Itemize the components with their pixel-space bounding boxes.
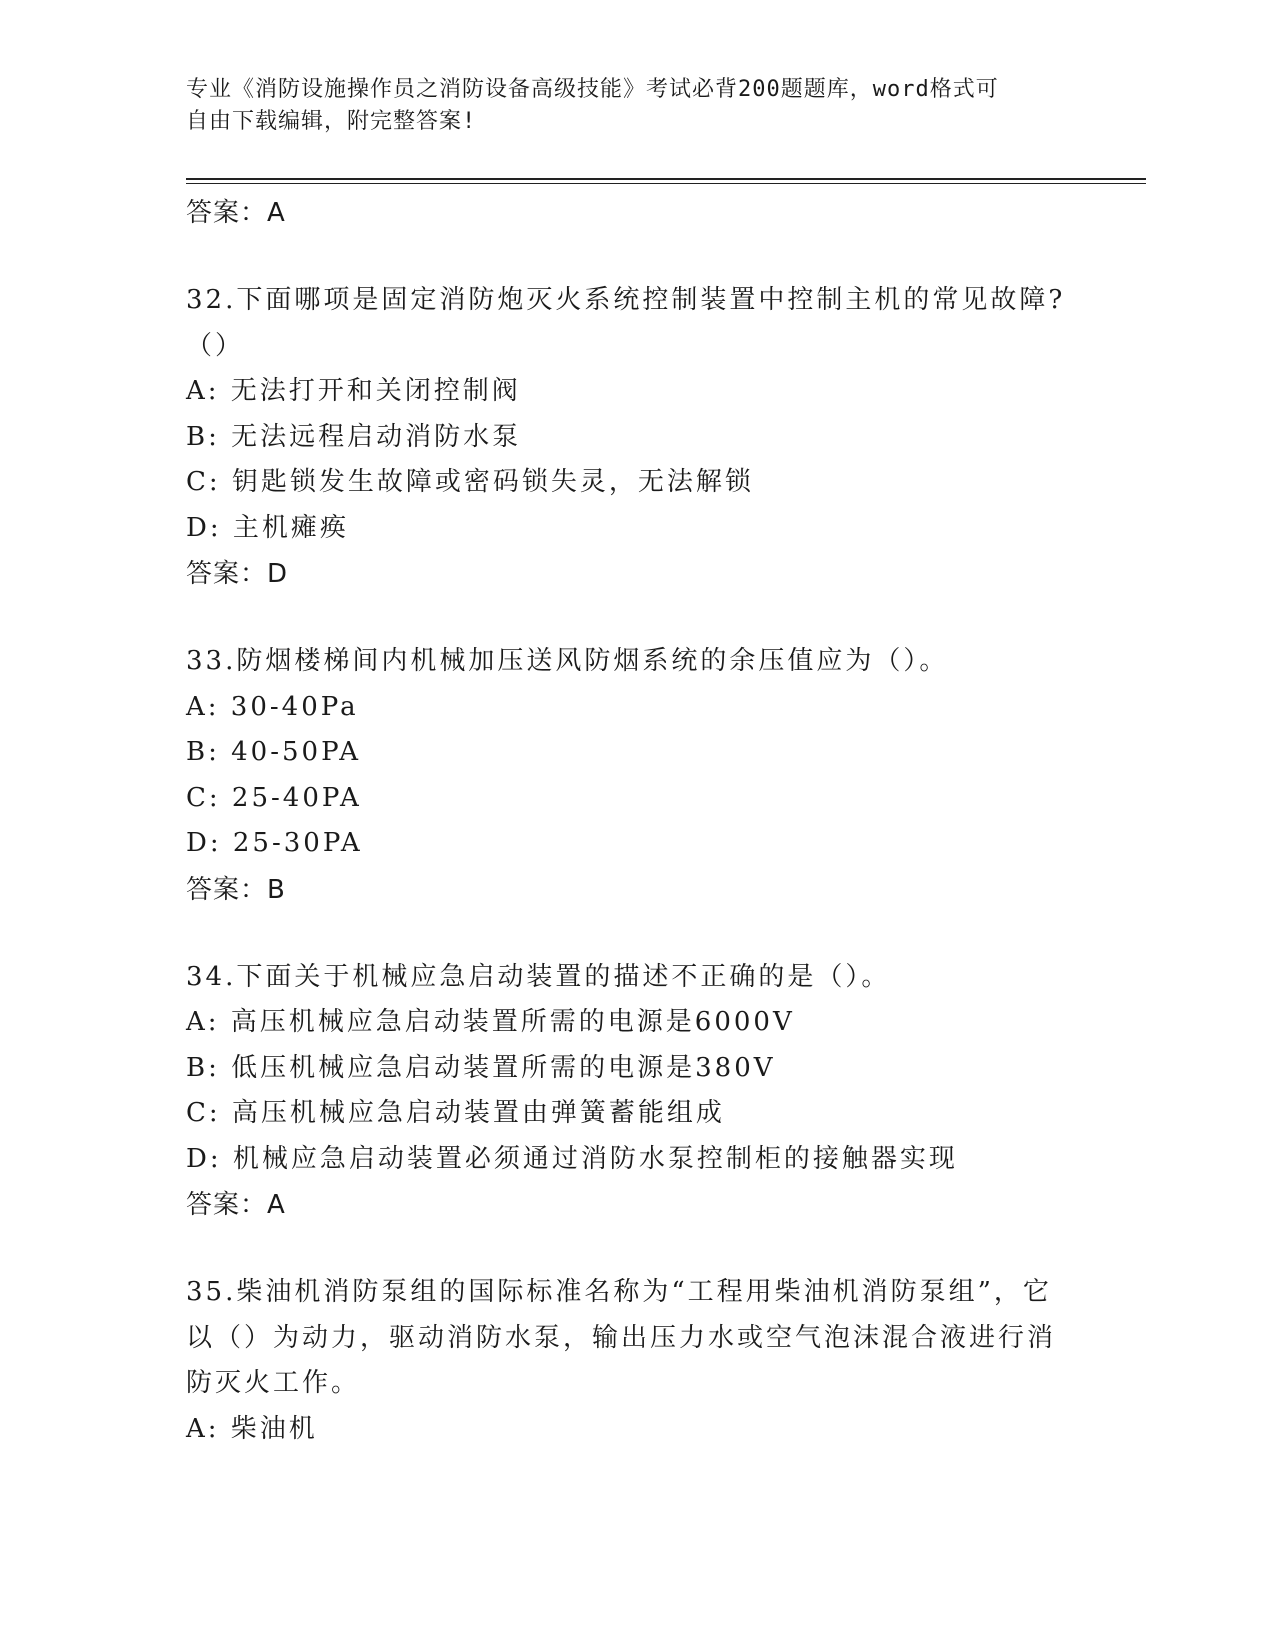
question-stem: 33.防烟楼梯间内机械加压送风防烟系统的余压值应为（）。 bbox=[186, 646, 949, 676]
header-rule-thick bbox=[186, 178, 1146, 180]
question-32 bbox=[186, 278, 1086, 597]
option-b: B: 无法远程启动消防水泵 bbox=[186, 421, 522, 452]
header-line-2: 自由下载编辑，附完整答案! bbox=[186, 109, 477, 134]
answer-line: 答案：D bbox=[186, 559, 289, 589]
question-list bbox=[186, 190, 1086, 1452]
option-a: A: 30-40Pa bbox=[186, 691, 359, 722]
answer-line: 答案：A bbox=[186, 1190, 286, 1220]
question-34 bbox=[186, 955, 1086, 1229]
option-d: D: 25-30PA bbox=[186, 828, 363, 858]
option-b: B: 40-50PA bbox=[186, 737, 361, 767]
question-stem: （） bbox=[186, 330, 245, 361]
question-stem: 32.下面哪项是固定消防炮灭火系统控制装置中控制主机的常见故障? bbox=[186, 285, 1066, 315]
header-line-1: 专业《消防设施操作员之消防设备高级技能》考试必背200题题库，word格式可 bbox=[186, 77, 999, 102]
option-d: D: 主机瘫痪 bbox=[186, 512, 349, 543]
question-stem: 35.柴油机消防泵组的国际标准名称为“工程用柴油机消防泵组”，它 bbox=[186, 1277, 1052, 1307]
option-b: B: 低压机械应急启动装置所需的电源是380V bbox=[186, 1052, 776, 1083]
page-header bbox=[186, 74, 1066, 138]
option-c: C: 高压机械应急启动装置由弹簧蓄能组成 bbox=[186, 1098, 725, 1128]
header-rule-thin bbox=[186, 183, 1146, 184]
question-stem: 以（）为动力，驱动消防水泵，输出压力水或空气泡沫混合液进行消 bbox=[186, 1322, 1057, 1353]
option-a: A: 柴油机 bbox=[186, 1413, 318, 1444]
answer-line: 答案：A bbox=[186, 198, 286, 228]
option-c: C: 25-40PA bbox=[186, 782, 362, 813]
answer-line: 答案：B bbox=[186, 874, 286, 905]
option-c: C: 钥匙锁发生故障或密码锁失灵，无法解锁 bbox=[186, 467, 754, 497]
question-33 bbox=[186, 639, 1086, 913]
question-stem: 防灭火工作。 bbox=[186, 1368, 361, 1398]
option-a: A: 高压机械应急启动装置所需的电源是6000V bbox=[186, 1007, 795, 1037]
question-stem: 34.下面关于机械应急启动装置的描述不正确的是（）。 bbox=[186, 961, 891, 992]
question-35 bbox=[186, 1270, 1086, 1452]
option-a: A: 无法打开和关闭控制阀 bbox=[186, 376, 521, 406]
option-d: D: 机械应急启动装置必须通过消防水泵控制柜的接触器实现 bbox=[186, 1143, 958, 1174]
